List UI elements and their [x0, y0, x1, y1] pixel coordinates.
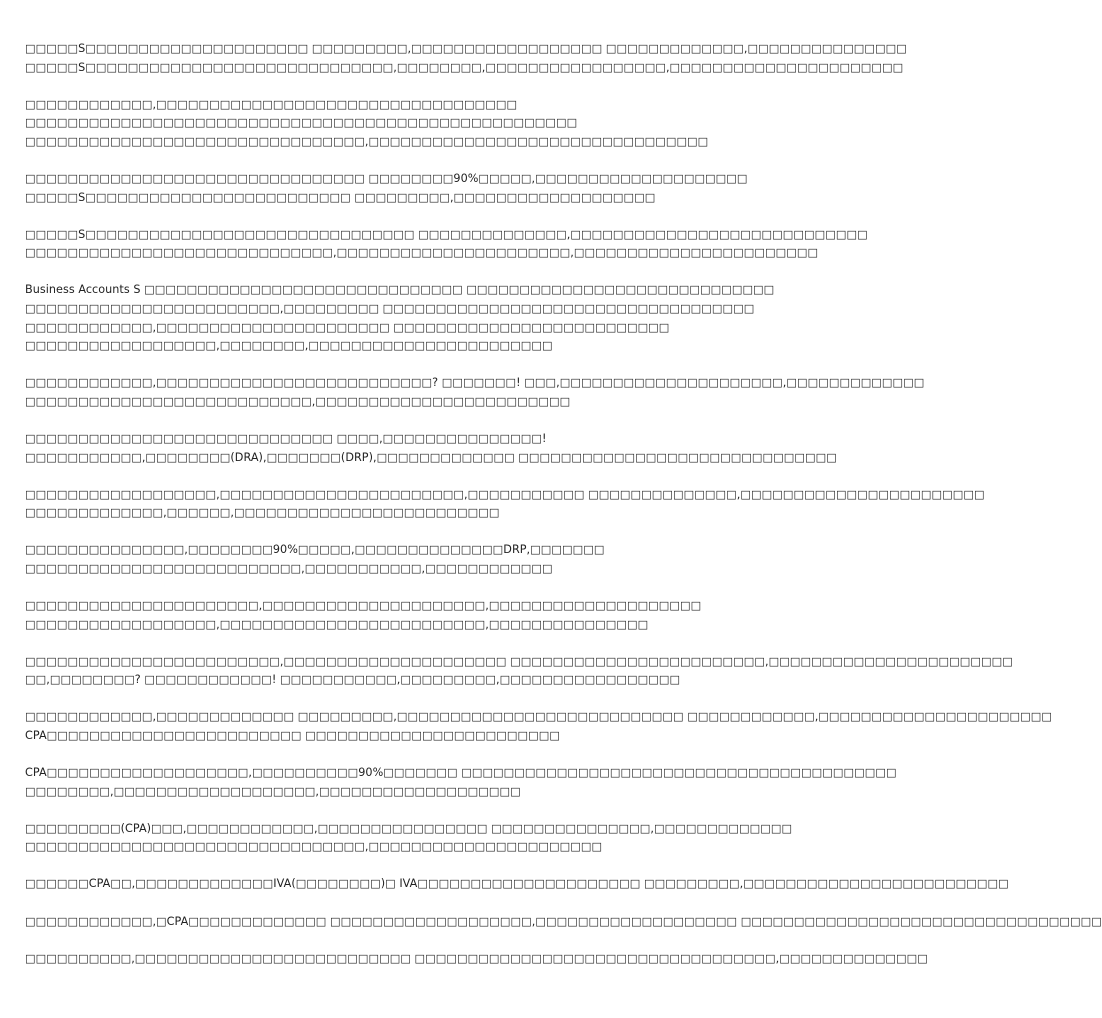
text-line: □□□□□□□□□□□□,□□□□□□□□□□□□□□□□□□□□□□ □□□□□□□□□□□□□□□□□□□□□□□□□□	[25, 320, 670, 334]
paragraph	[25, 541, 696, 578]
text-line: □□□□□□□□□□□□□□□□□□□□□□□□□□□□□,□□□□□□□□□□□□□□□□□□□□□□,□□□□□□□□□□□□□□□□□□□□□□□	[25, 246, 819, 260]
paragraph	[25, 764, 897, 801]
text-line: □□□□□□□□□□□□□□□□□□,□□□□□□□□□□□□□□□□□□□□□□□□□,□□□□□□□□□□□□□□□	[25, 617, 649, 631]
text-line: □□□□□□□□□□□□,□□□□□□□□□□□□□□□□□□□□□□□□□□□□□□□□□□	[25, 97, 518, 111]
text-line: □□□□□□CPA□□,□□□□□□□□□□□□□IVA(□□□□□□□□)□ IVA□□□□□□□□□□□□□□□□□□□□□ □□□□□□□□□,□□□□□□□□□□□□□□□□□□□□□□□□□	[25, 877, 1009, 891]
text-line: □□□□□□□□□□□□□□□□□□□□□□□□,□□□□□□□□□□□□□□□□□□□□□ □□□□□□□□□□□□□□□□□□□□□□□□,□□□□□□□□□□□□□□□□□□□□□□□	[25, 654, 1013, 668]
text-line: □□□□□□□□□□□□□□□□□□□□□□□□□□□□□□□□□□□□□□□□□□□□□□□□□□□□	[25, 116, 578, 130]
paragraph	[25, 430, 837, 467]
paragraph	[25, 374, 925, 411]
text-line: □□□□□□□□□□□□□□□□□□□□□□,□□□□□□□□□□□□□□□□□□□□□,□□□□□□□□□□□□□□□□□□□□	[25, 598, 702, 612]
text-line: □□□□□□□□□□,□□□□□□□□□□□□□□□□□□□□□□□□□□ □□□□□□□□□□□□□□□□□□□□□□□□□□□□□□□□□□,□□□□□□□□□□□□□□	[25, 951, 928, 965]
text-line: □□□□□□□□□□□□□□□□□□□□□□□□,□□□□□□□□□ □□□□□□□□□□□□□□□□□□□□□□□□□□□□□□□□□□□	[25, 301, 755, 315]
paragraph	[25, 708, 1052, 745]
paragraph	[25, 281, 775, 355]
text-line: □□□□□□□□□□□□□□□□□□□□□□□□□□□□□□□□,□□□□□□□□□□□□□□□□□□□□□□□□□□□□□□□□	[25, 134, 709, 148]
text-line: □□□□□□□□□□□□,□□□□□□□□□□□□□ □□□□□□□□□,□□□□□□□□□□□□□□□□□□□□□□□□□□□ □□□□□□□□□□□□,□□□□□□□□□□□□□□□□□□□□□□	[25, 710, 1052, 724]
text-line: Business Accounts S □□□□□□□□□□□□□□□□□□□□□□□□□□□□□□ □□□□□□□□□□□□□□□□□□□□□□□□□□□□□	[25, 283, 775, 297]
text-line: □□□□□S□□□□□□□□□□□□□□□□□□□□□□□□□ □□□□□□□□□,□□□□□□□□□□□□□□□□□□□	[25, 190, 656, 204]
text-line: CPA□□□□□□□□□□□□□□□□□□□,□□□□□□□□□□90%□□□□□□□ □□□□□□□□□□□□□□□□□□□□□□□□□□□□□□□□□□□□□□□□□	[25, 766, 897, 780]
text-line: □□□□□□□□□□□□□□□□□□□□□□□□□□□□□□□□,□□□□□□□□□□□□□□□□□□□□□□	[25, 840, 603, 854]
paragraph	[25, 950, 928, 969]
text-line: □□□□□□□□□(CPA)□□□,□□□□□□□□□□□□,□□□□□□□□□□□□□□□□ □□□□□□□□□□□□□□□,□□□□□□□□□□□□□	[25, 821, 793, 835]
text-line: □□□□□□□□□□□□□,□□□□□□,□□□□□□□□□□□□□□□□□□□□□□□□□	[25, 506, 500, 520]
paragraph	[25, 875, 1009, 894]
text-line: □□,□□□□□□□□? □□□□□□□□□□□□! □□□□□□□□□□□,□□□□□□□□□,□□□□□□□□□□□□□□□□□	[25, 673, 681, 687]
text-line: □□□□□□□□□□□,□□□□□□□□(DRA),□□□□□□□(DRP),□□□□□□□□□□□□□ □□□□□□□□□□□□□□□□□□□□□□□□□□□□□□	[25, 450, 837, 464]
text-line: □□□□□□□□□□□□□□□,□□□□□□□□90%□□□□□,□□□□□□□□□□□□□□DRP,□□□□□□□	[25, 543, 605, 557]
text-line: □□□□□□□□□□□□□□□□□□□□□□□□□□□□□ □□□□,□□□□□□□□□□□□□□□!	[25, 431, 547, 445]
paragraph	[25, 820, 793, 857]
paragraph	[25, 96, 709, 152]
paragraph	[25, 913, 1102, 932]
paragraph	[25, 226, 868, 263]
text-line: □□□□□□□□□□□□,□□□□□□□□□□□□□□□□□□□□□□□□□□? □□□□□□□! □□□,□□□□□□□□□□□□□□□□□□□□□,□□□□□□□□□□□□□	[25, 376, 925, 390]
paragraph	[25, 597, 702, 634]
text-line: □□□□□□□□□□□□□□□□□□,□□□□□□□□□□□□□□□□□□□□□□□,□□□□□□□□□□□ □□□□□□□□□□□□□□,□□□□□□□□□□□□□□□□□□□□□□□	[25, 487, 985, 501]
paragraph	[25, 653, 1013, 690]
text-line: □□□□□S□□□□□□□□□□□□□□□□□□□□□□□□□□□□□□□ □□□□□□□□□□□□□□,□□□□□□□□□□□□□□□□□□□□□□□□□□□□	[25, 227, 868, 241]
paragraph	[25, 40, 907, 77]
text-line: CPA□□□□□□□□□□□□□□□□□□□□□□□□ □□□□□□□□□□□□□□□□□□□□□□□□	[25, 728, 561, 742]
paragraph	[25, 486, 985, 523]
text-line: □□□□□□□□□□□□□□□□□□□□□□□□□□□,□□□□□□□□□□□□□□□□□□□□□□□□	[25, 394, 571, 408]
text-line: □□□□□S□□□□□□□□□□□□□□□□□□□□□□□□□□□□□,□□□□□□□□,□□□□□□□□□□□□□□□□□,□□□□□□□□□□□□□□□□□□□□□□	[25, 60, 904, 74]
text-line: □□□□□□□□□□□□,□CPA□□□□□□□□□□□□□ □□□□□□□□□□□□□□□□□□□,□□□□□□□□□□□□□□□□□□□ □□□□□□□□□□□□□□□□□□□□□□□□□□□□□□□□□□	[25, 914, 1102, 928]
text-line: □□□□□□□□□□□□□□□□□□□□□□□□□□□□□□□□ □□□□□□□□90%□□□□□,□□□□□□□□□□□□□□□□□□□□	[25, 171, 748, 185]
text-line: □□□□□□□□,□□□□□□□□□□□□□□□□□□□,□□□□□□□□□□□□□□□□□□□	[25, 784, 521, 798]
text-line: □□□□□□□□□□□□□□□□□□,□□□□□□□□,□□□□□□□□□□□□□□□□□□□□□□□	[25, 339, 553, 353]
paragraph	[25, 170, 748, 207]
text-line: □□□□□S□□□□□□□□□□□□□□□□□□□□□ □□□□□□□□□,□□□□□□□□□□□□□□□□□□ □□□□□□□□□□□□□,□□□□□□□□□□□□□□□	[25, 42, 907, 55]
text-line: □□□□□□□□□□□□□□□□□□□□□□□□□□,□□□□□□□□□□□,□□□□□□□□□□□□	[25, 561, 553, 575]
